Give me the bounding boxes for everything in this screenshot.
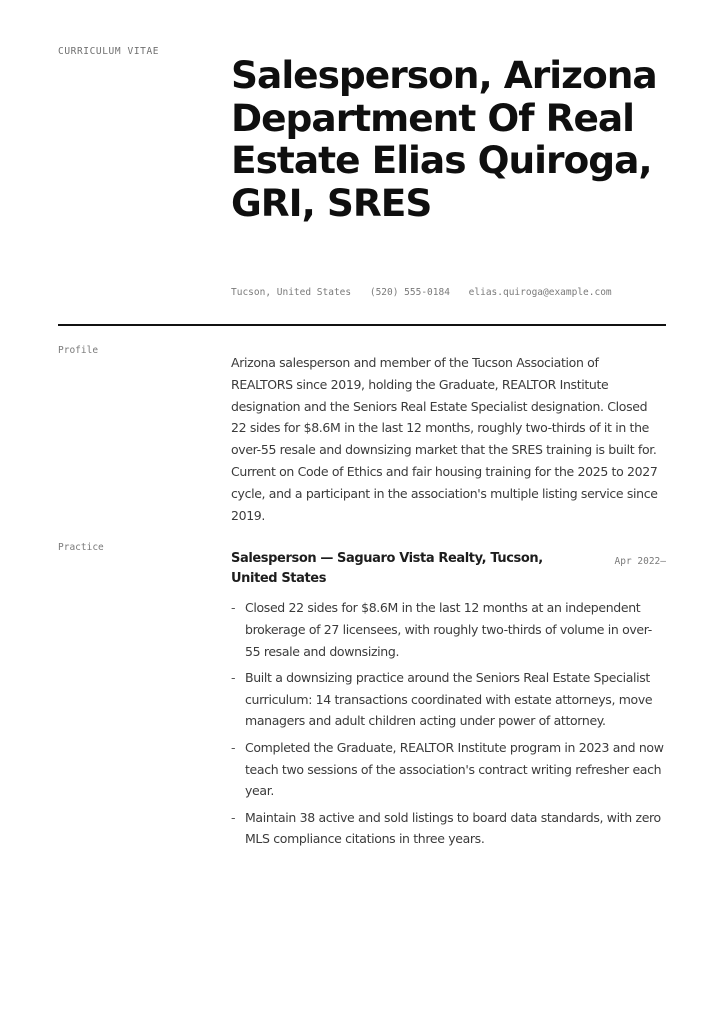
job-bullet: - Maintain 38 active and sold listings to board data standards, with zero MLS compliance citations in three years. [231,807,666,851]
contact-line [231,287,625,298]
header-divider [58,324,666,326]
job-entry [231,549,666,847]
job-bullet: - Completed the Graduate, REALTOR Institute program in 2023 and now teach two sessions of the association's contract writing refresher each year. [231,737,666,802]
job-header [231,549,666,593]
profile-summary: Arizona salesperson and member of the Tucson Association of REALTORS since 2019, holding the Graduate, REALTOR Institute designation and the Seniors Real Estate Specialist designation. Closed 22 sides for $8.6M in the last 12 months, roughly two-thirds of it in the over-55 resale and downsizing market that the SRES training is built for. Current on Code of Ethics and fair housing training for the 2025 to 2027 cycle, and a participant in the association's multiple listing service since 2019. [231,355,658,523]
candidate-name-title: Salesperson, Arizona Department Of Real Estate Elias Quiroga, GRI, SRES [231,53,657,225]
contact-email: elias.quiroga@example.com [468,287,612,298]
contact-phone: (520) 555-0184 [369,287,450,298]
contact-location: Tucson, United States [231,287,352,298]
job-bullet-list [231,597,666,855]
job-dates: Apr 2022– [614,556,666,567]
job-title: Salesperson — Saguaro Vista Realty, Tucson, United States [231,551,543,586]
practice-section-label: Practice [58,542,104,553]
job-bullet: - Built a downsizing practice around the Seniors Real Estate Specialist curriculum: 14 transactions coordinated with estate attorneys, move managers and adult children acting under power of attorney. [231,667,666,732]
profile-section-label: Profile [58,345,99,356]
document-kicker: CURRICULUM VITAE [58,46,160,57]
job-bullet: - Closed 22 sides for $8.6M in the last 12 months at an independent brokerage of 27 licensees, with roughly two-thirds of volume in over-55 resale and downsizing. [231,597,666,662]
